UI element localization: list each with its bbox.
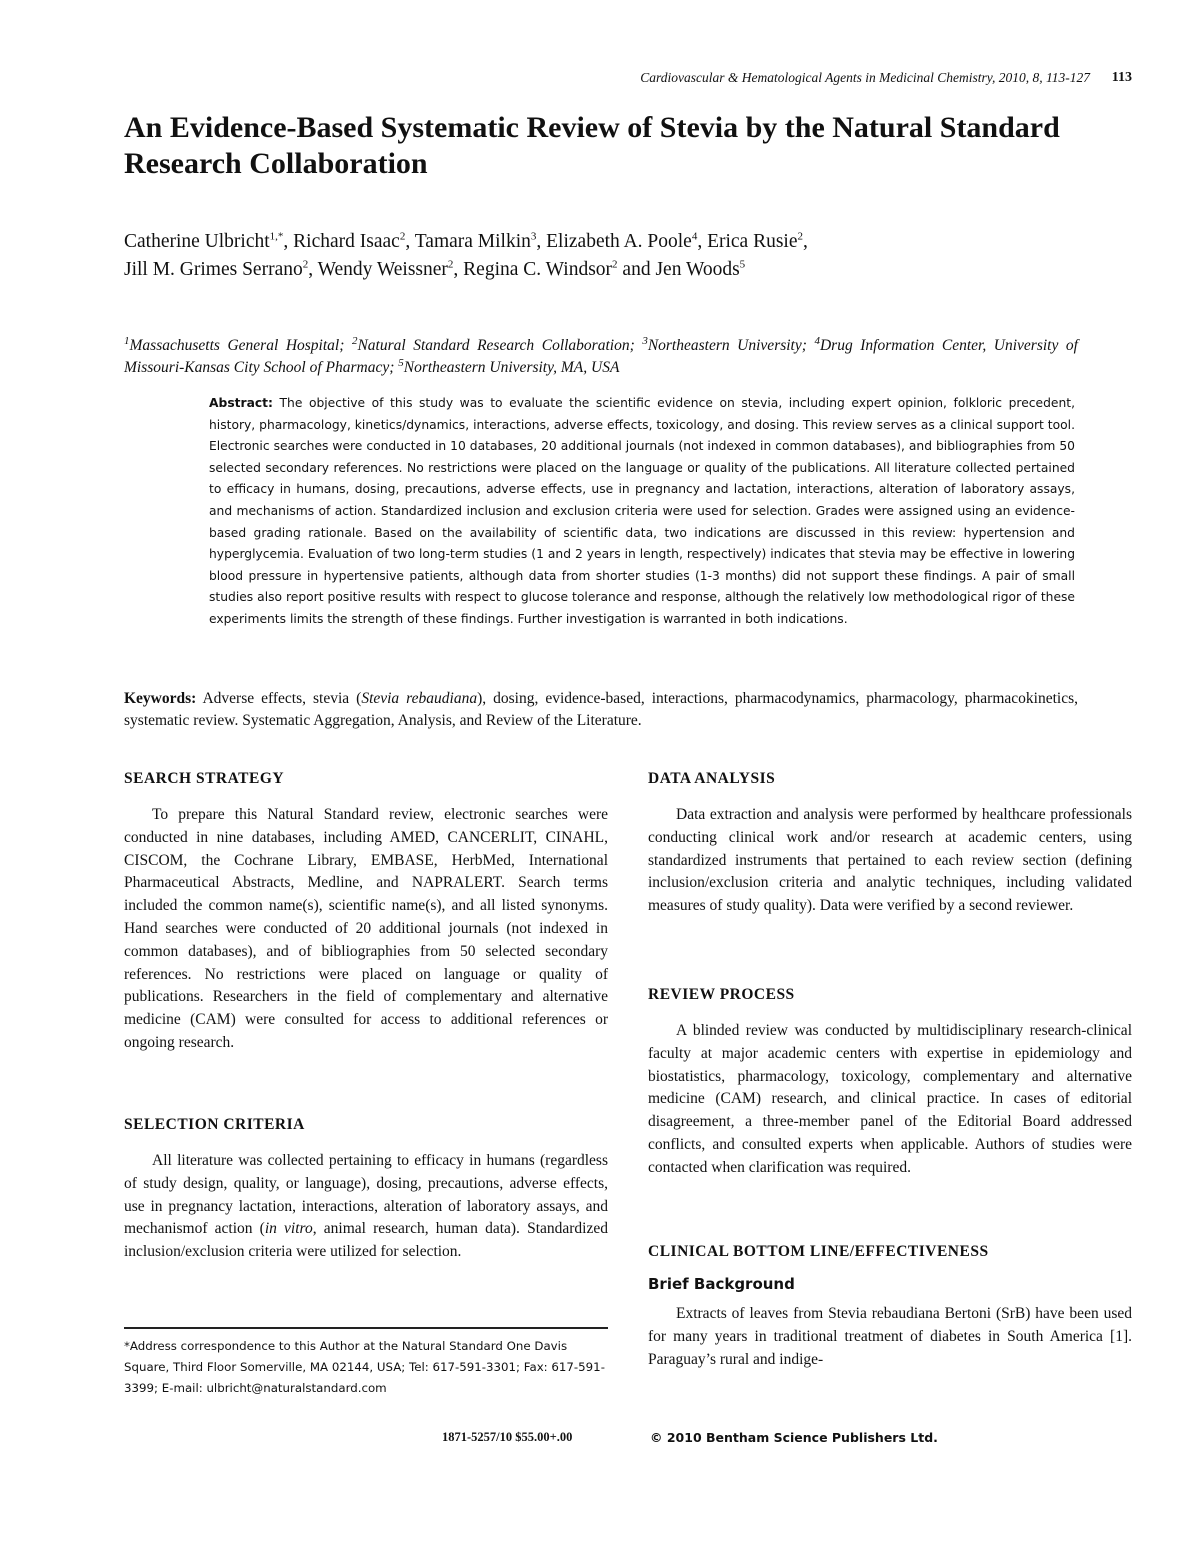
- author-separator: ,: [453, 259, 464, 280]
- keywords-species: Stevia rebaudiana: [361, 690, 478, 707]
- selection-criteria-italic: in vitro: [264, 1220, 313, 1238]
- brief-background-text: Extracts of leaves from Stevia rebaudiana Bertoni (SrB) have been used for many years in traditional treatment of diabetes in South America [1]. Paraguay’s rural and indige-: [648, 1305, 1132, 1368]
- author-affiliation-mark: 2: [797, 230, 804, 243]
- journal-citation: Cardiovascular & Hematological Agents in Medicinal Chemistry, 2010, 8, 113-127: [640, 70, 1090, 85]
- author-name: Catherine Ulbricht: [124, 231, 270, 252]
- author-separator: ,: [283, 231, 294, 252]
- correspondence-footnote: *Address correspondence to this Author at the Natural Standard One Davis Square, Third Floor Somerville, MA 02144, USA; Tel: 617-591-3301; Fax: 617-591-3399; E-mail: ulbricht@naturalstandard.com: [124, 1339, 605, 1395]
- page-number: 113: [1111, 70, 1132, 85]
- keywords-text-2: ), dosing, evidence-based, interactions, pharmacodynamics, pharmacology, pharmacokinetics, systematic review. Systematic Aggregation, Analysis, and Review of the Literature.: [124, 690, 1078, 729]
- author-affiliation-mark: 4: [691, 230, 698, 243]
- author-affiliation-mark: 2: [612, 258, 618, 271]
- keywords-text-1: Adverse effects, stevia (: [196, 690, 362, 707]
- author-separator: ,: [536, 231, 547, 252]
- author-name: Jen Woods: [655, 259, 740, 280]
- author-affiliation-mark: 2: [447, 258, 454, 271]
- keywords: [124, 688, 1078, 732]
- affiliation-text: Drug Information Center, University of Missouri-Kansas City School of Pharmacy;: [124, 337, 1078, 376]
- clinical-bottom-line-heading: CLINICAL BOTTOM LINE/EFFECTIVENESS: [648, 1243, 989, 1260]
- section-search-strategy: [124, 770, 608, 1055]
- author-name: Wendy Weissner: [317, 259, 448, 280]
- author-name: Regina C. Windsor: [463, 259, 613, 280]
- section-data-analysis: [648, 770, 1132, 918]
- affiliation-text: Northeastern University;: [647, 337, 815, 354]
- review-process-text: A blinded review was conducted by multidisciplinary research-clinical faculty at major academic centers with expertise in epidemiology and biostatistics, pharmacology, toxicology, complementary and alternative medicine (CAM) research, and clinical practice. In cases of editorial disagreement, a three-member panel of the Editorial Board addressed conflicts, and consulted experts when applicable. Authors of studies were contacted when clarification was required.: [648, 1022, 1132, 1176]
- issn-price: 1871-5257/10 $55.00+.00: [442, 1430, 573, 1444]
- author-list: [124, 228, 1134, 284]
- affiliation-mark: 4: [814, 334, 820, 347]
- author-name: Tamara Milkin: [414, 231, 531, 252]
- author-name: Richard Isaac: [293, 231, 400, 252]
- affiliations: [124, 335, 1078, 379]
- data-analysis-text: Data extraction and analysis were performed by healthcare professionals conducting clinical work and/or research at academic centers, using standardized instruments that pertained to each review section (defining inclusion/exclusion criteria and analytic techniques, including validated measures of study quality). Data were verified by a second reviewer.: [648, 806, 1132, 915]
- author-name: Erica Rusie: [707, 231, 798, 252]
- selection-criteria-text-2: , animal research, human data). Standardized inclusion/exclusion criteria were utilized for selection.: [124, 1220, 608, 1261]
- affiliation-mark: 5: [398, 356, 404, 369]
- copyright: © 2010 Bentham Science Publishers Ltd.: [650, 1430, 938, 1445]
- selection-criteria-heading: SELECTION CRITERIA: [124, 1116, 305, 1133]
- affiliation-mark: 2: [351, 334, 358, 347]
- author-affiliation-mark: 3: [530, 230, 537, 243]
- author-name: Elizabeth A. Poole: [546, 231, 692, 252]
- section-review-process: [648, 986, 1132, 1180]
- selection-criteria-text: [124, 1150, 608, 1264]
- abstract: [209, 393, 1075, 631]
- search-strategy-heading: SEARCH STRATEGY: [124, 770, 285, 787]
- brief-background-heading: Brief Background: [648, 1275, 795, 1293]
- abstract-text: The objective of this study was to evaluate the scientific evidence on stevia, including expert opinion, folkloric precedent, history, pharmacology, kinetics/dynamics, interactions, adverse effects, toxicology, and dosing. This review serves as a clinical support tool. Electronic searches were conducted in 10 databases, 20 additional journals (not indexed in common databases), and bibliographies from 50 selected secondary references. No restrictions were placed on the language or quality of the publications. All literature collected pertained to efficacy in humans, dosing, precautions, adverse effects, use in pregnancy and lactation, interactions, alteration of laboratory assays, and mechanisms of action. Standardized inclusion and exclusion criteria were used for selection. Grades were assigned using an evidence-based grading rationale. Based on the availability of scientific data, two indications are discussed in this review: hypertension and hyperglycemia. Evaluation of two long-term studies (1 and 2 years in length, respectively) indicates that stevia may be effective in lowering blood pressure in hypertensive patients, although data from shorter studies (1-3 months) did not support these findings. A pair of small studies also report positive results with respect to glucose tolerance and response, although the relatively low methodological rigor of these experiments limits the strength of these findings. Further investigation is warranted in both indications.: [209, 396, 1075, 626]
- affiliation-mark: 1: [124, 334, 130, 347]
- author-affiliation-mark: 1,*: [269, 230, 284, 243]
- footnote-rule: [124, 1327, 608, 1329]
- affiliation-text: Massachusetts General Hospital;: [129, 337, 352, 354]
- author-affiliation-mark: 2: [302, 258, 309, 271]
- author-separator: ,: [308, 259, 318, 280]
- author-separator: ,: [803, 231, 808, 252]
- abstract-label: Abstract:: [209, 396, 273, 410]
- selection-criteria-text-1: All literature was collected pertaining to efficacy in humans (regardless of study design, quality, or language), dosing, precautions, adverse effects, use in pregnancy lactation, interactions, alteration of laboratory assays, and mechanismof action (: [124, 1152, 608, 1238]
- author-separator: and: [617, 259, 656, 280]
- section-selection-criteria: [124, 1116, 608, 1264]
- affiliation-mark: 3: [642, 334, 648, 347]
- author-separator: ,: [697, 231, 708, 252]
- author-name: Jill M. Grimes Serrano: [124, 259, 303, 280]
- search-strategy-text: To prepare this Natural Standard review, electronic searches were conducted in nine databases, including AMED, CANCERLIT, CINAHL, CISCOM, the Cochrane Library, EMBASE, HerbMed, International Pharmaceutical Abstracts, Medline, and NAPRALERT. Search terms included the common name(s), scientific name(s), and all listed synonyms. Hand searches were conducted of 20 additional journals (not indexed in common databases), and of bibliographies from 50 selected secondary references. No restrictions were placed on language or quality of publications. Researchers in the field of complementary and alternative medicine (CAM) were consulted for access to additional references or ongoing research.: [124, 806, 608, 1051]
- affiliation-text: Northeastern University, MA, USA: [403, 359, 620, 376]
- affiliation-text: Natural Standard Research Collaboration;: [357, 337, 643, 354]
- author-separator: ,: [405, 231, 415, 252]
- author-affiliation-mark: 2: [399, 230, 406, 243]
- author-affiliation-mark: 5: [739, 258, 746, 271]
- article-title: An Evidence-Based Systematic Review of Stevia by the Natural Standard Research Collaboration: [124, 111, 1060, 180]
- section-clinical-bottom-line: [648, 1243, 1132, 1371]
- keywords-label: Keywords:: [124, 690, 197, 707]
- review-process-heading: REVIEW PROCESS: [648, 986, 795, 1003]
- data-analysis-heading: DATA ANALYSIS: [648, 770, 776, 787]
